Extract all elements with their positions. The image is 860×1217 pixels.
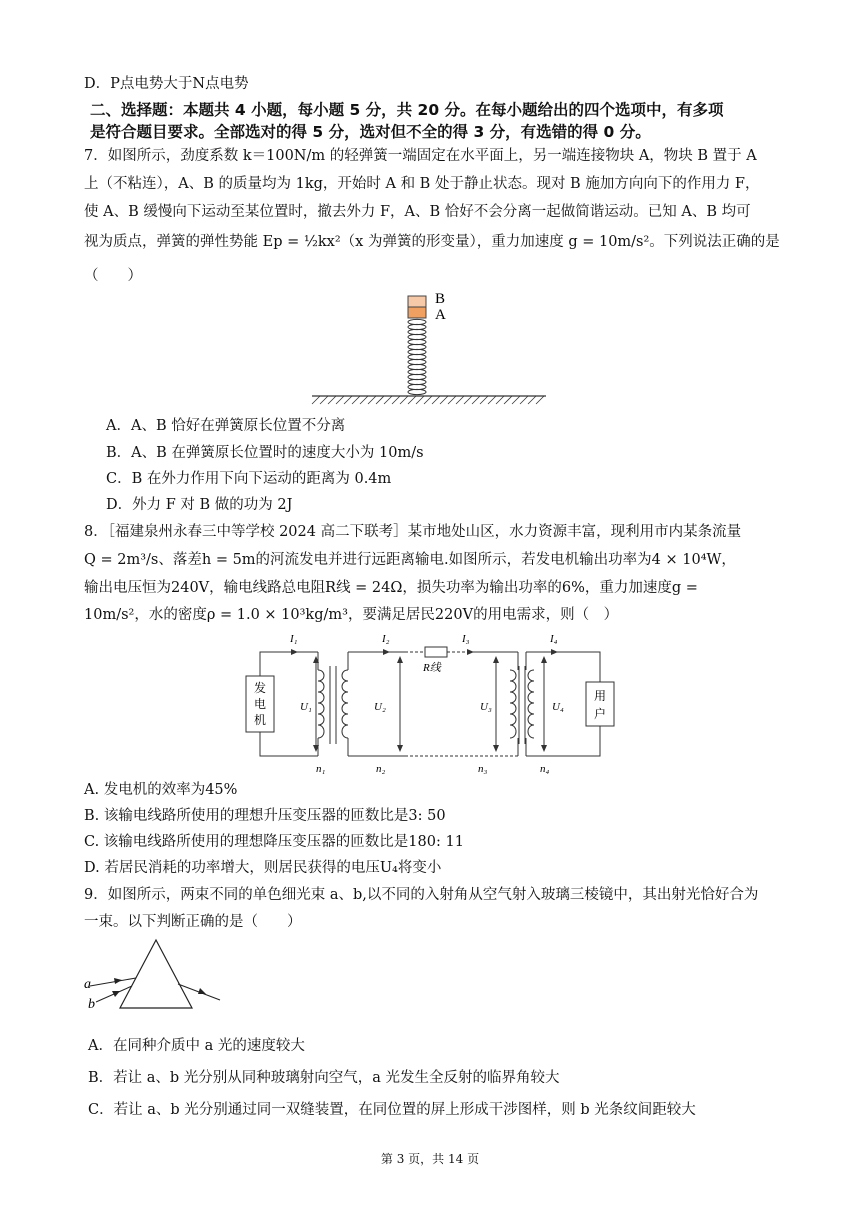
label-b: B xyxy=(435,291,446,307)
q7-option-d: D．外力 F 对 B 做的功为 2J xyxy=(106,497,293,513)
section2-heading-line1: 二、选择题：本题共 4 小题，每小题 5 分，共 20 分。在每小题给出的四个选项中，有多项 xyxy=(90,101,724,119)
ray-a-label: a xyxy=(84,977,91,992)
prism-triangle xyxy=(120,940,192,1008)
q8-stem-line3: 输出电压恒为240V，输电线路总电阻R线 = 24Ω，损失功率为输出功率的6%，重力加速度g = xyxy=(84,580,698,596)
label-u3: U₃ xyxy=(480,701,492,713)
spring-coil xyxy=(408,319,426,394)
user-char-2: 户 xyxy=(594,707,607,721)
label-n2: n₂ xyxy=(376,763,386,775)
q8-option-d: D. 若居民消耗的功率增大，则居民获得的电压U₄将变小 xyxy=(84,860,442,876)
q9-stem-line1: 9．如图所示，两束不同的单色细光束 a、b,以不同的入射角从空气射入玻璃三棱镜中，其出射光恰好合为 xyxy=(84,887,759,903)
transmission-circuit-figure xyxy=(240,628,620,778)
q7-stem-line1: 7．如图所示，劲度系数 k＝100N/m 的轻弹簧一端固定在水平面上，另一端连接物块 A，物块 B 置于 A xyxy=(84,148,757,164)
q8-stem-line1: 8．［福建泉州永春三中等学校 2024 高二下联考］某市地处山区，水力资源丰富，现利用市内某条流量 xyxy=(84,524,742,540)
prism-figure xyxy=(82,936,232,1022)
label-i2: I₂ xyxy=(382,633,390,645)
gen-char-3: 机 xyxy=(254,713,267,727)
label-i3: I₃ xyxy=(462,633,470,645)
label-n4: n₄ xyxy=(540,763,550,775)
q7-option-a: A．A、B 恰好在弹簧原长位置不分离 xyxy=(106,418,346,434)
label-n1: n₁ xyxy=(316,763,326,775)
q8-option-b: B. 该输电线路所使用的理想升压变压器的匝数比是3: 50 xyxy=(84,808,446,824)
label-u4: U₄ xyxy=(552,701,564,713)
page-footer: 第 3 页，共 14 页 xyxy=(380,1152,480,1166)
block-b xyxy=(408,296,426,307)
q7-stem-line4: 视为质点，弹簧的弹性势能 Ep = ½kx²（x 为弹簧的形变量），重力加速度 g = 10m/s²。下列说法正确的是 xyxy=(84,234,780,250)
ground-hatch xyxy=(312,396,544,404)
q7-option-c: C．B 在外力作用下向下运动的距离为 0.4m xyxy=(106,471,392,487)
label-n3: n₃ xyxy=(478,763,488,775)
label-i4: I₄ xyxy=(550,633,558,645)
section2-heading-line2: 是符合题目要求。全部选对的得 5 分，选对但不全的得 3 分，有选错的得 0 分。 xyxy=(90,123,651,141)
label-i1: I₁ xyxy=(290,633,298,645)
q9-option-c: C．若让 a、b 光分别通过同一双缝装置，在同位置的屏上形成干涉图样，则 b 光条纹间距较大 xyxy=(88,1102,696,1118)
q7-stem-line3: 使 A、B 缓慢向下运动至某位置时，撤去外力 F，A、B 恰好不会分离一起做简谐运动。已知 A、B 均可 xyxy=(84,204,751,220)
ray-b-label: b xyxy=(88,997,95,1012)
q8-stem-line2: Q = 2m³/s、落差h = 5m的河流发电并进行远距离输电.如图所示，若发电机输出功率为4 × 10⁴W， xyxy=(84,552,736,568)
q9-option-b: B．若让 a、b 光分别从同种玻璃射向空气，a 光发生全反射的临界角较大 xyxy=(88,1070,560,1086)
q7-option-b: B．A、B 在弹簧原长位置时的速度大小为 10m/s xyxy=(106,445,424,461)
q8-stem-line4: 10m/s²，水的密度ρ = 1.0 × 10³kg/m³，要满足居民220V的用电需求，则（ ） xyxy=(84,607,619,623)
gen-char-1: 发 xyxy=(254,681,267,695)
generator-label xyxy=(254,680,266,727)
label-u2: U₂ xyxy=(374,701,386,713)
q7-stem-line2: 上（不粘连），A、B 的质量均为 1kg，开始时 A 和 B 处于静止状态。现对 B 施加方向向下的作用力 F， xyxy=(84,176,760,192)
gen-char-2: 电 xyxy=(254,697,267,711)
label-r-line: R线 xyxy=(423,662,441,674)
q8-option-c: C. 该输电线路所使用的理想降压变压器的匝数比是180: 11 xyxy=(84,834,464,850)
q8-option-a: A. 发电机的效率为45% xyxy=(84,782,238,798)
prev-option-d: D．P点电势大于N点电势 xyxy=(84,76,249,92)
label-a: A xyxy=(435,307,446,323)
q9-stem-line2: 一束。以下判断正确的是（ ） xyxy=(84,914,302,930)
q7-stem-line5: （ ） xyxy=(84,268,142,284)
q9-option-a: A．在同种介质中 a 光的速度较大 xyxy=(88,1038,305,1054)
label-u1: U₁ xyxy=(300,701,312,713)
block-a xyxy=(408,307,426,318)
spring-figure xyxy=(300,288,560,413)
user-char-1: 用 xyxy=(594,689,607,703)
